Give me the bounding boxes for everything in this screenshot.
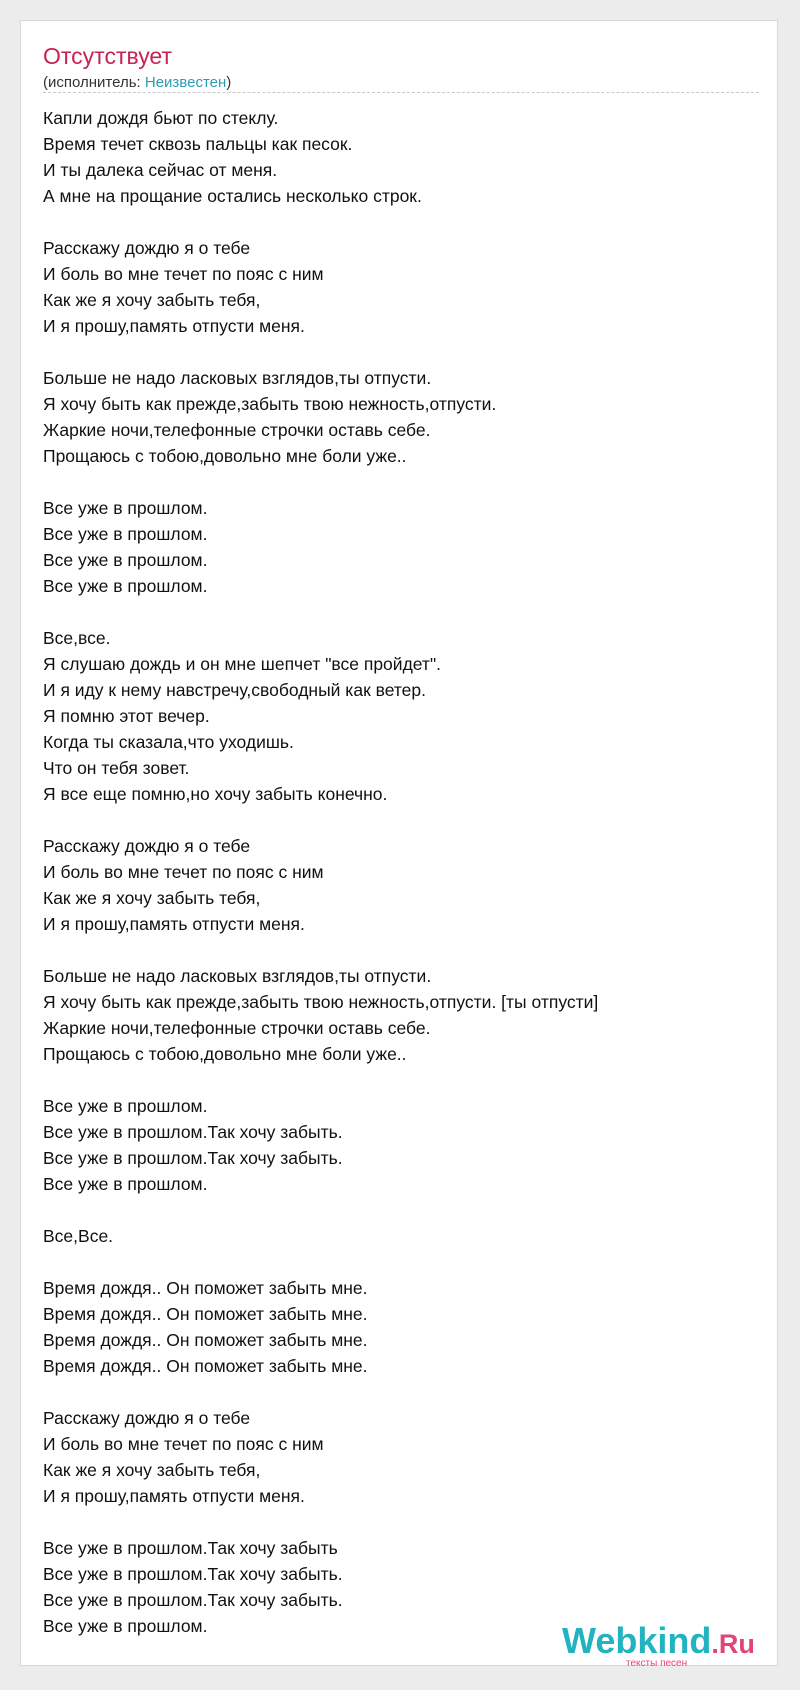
- lyrics-stanza: [43, 1405, 759, 1509]
- lyric-line: А мне на прощание остались несколько строк.: [43, 186, 422, 206]
- lyric-line: Все уже в прошлом.Так хочу забыть.: [43, 1564, 343, 1584]
- artist-link[interactable]: Неизвестен: [144, 74, 227, 91]
- lyrics-stanza: [43, 1223, 759, 1249]
- lyrics-stanza: [43, 105, 759, 209]
- lyric-line: Как же я хочу забыть тебя,: [43, 888, 261, 908]
- lyric-line: Как же я хочу забыть тебя,: [43, 290, 261, 310]
- lyric-line: Время дождя.. Он поможет забыть мне.: [43, 1304, 368, 1324]
- lyric-line: Все,все.: [43, 628, 111, 648]
- lyric-line: Прощаюсь с тобою,довольно мне боли уже..: [43, 446, 407, 466]
- lyric-line: Капли дождя бьют по стеклу.: [43, 108, 279, 128]
- lyric-line: Больше не надо ласковых взглядов,ты отпусти.: [43, 966, 432, 986]
- lyric-line: Время течет сквозь пальцы как песок.: [43, 134, 353, 154]
- artist-line: [43, 73, 231, 93]
- lyrics-stanza: [43, 1275, 759, 1379]
- lyrics-stanza: [43, 365, 759, 469]
- lyrics-stanza: [43, 833, 759, 937]
- lyrics-stanza: [43, 963, 759, 1067]
- lyrics-stanza: [43, 235, 759, 339]
- song-title: Отсутствует: [43, 43, 172, 69]
- lyric-line: Что он тебя зовет.: [43, 758, 190, 778]
- lyric-line: Я хочу быть как прежде,забыть твою нежность,отпусти. [ты отпусти]: [43, 992, 599, 1012]
- lyric-line: И ты далека сейчас от меня.: [43, 160, 278, 180]
- lyrics-card: [20, 20, 778, 1666]
- lyric-line: Жаркие ночи,телефонные строчки оставь себе.: [43, 420, 431, 440]
- artist-prefix: (исполнитель:: [43, 74, 145, 91]
- lyric-line: Все уже в прошлом.Так хочу забыть.: [43, 1590, 343, 1610]
- lyric-line: И я прошу,память отпусти меня.: [43, 1486, 305, 1506]
- lyric-line: Я хочу быть как прежде,забыть твою нежность,отпусти.: [43, 394, 497, 414]
- lyric-line: И боль во мне течет по пояс с ним: [43, 862, 324, 882]
- webkind-logo[interactable]: [562, 1620, 782, 1680]
- lyric-line: Все уже в прошлом.: [43, 1616, 208, 1636]
- lyric-line: И я прошу,память отпусти меня.: [43, 316, 305, 336]
- lyric-line: И боль во мне течет по пояс с ним: [43, 1434, 324, 1454]
- lyric-line: Все уже в прошлом.Так хочу забыть.: [43, 1122, 343, 1142]
- lyric-line: Время дождя.. Он поможет забыть мне.: [43, 1330, 368, 1350]
- lyric-line: Я помню этот вечер.: [43, 706, 210, 726]
- lyric-line: Я слушаю дождь и он мне шепчет "все пройдет".: [43, 654, 442, 674]
- lyric-line: Время дождя.. Он поможет забыть мне.: [43, 1356, 368, 1376]
- lyric-line: Прощаюсь с тобою,довольно мне боли уже..: [43, 1044, 407, 1064]
- logo-tagline: тексты песен: [626, 1658, 688, 1669]
- lyric-line: Все уже в прошлом.: [43, 524, 208, 544]
- lyric-line: Расскажу дождю я о тебе: [43, 238, 251, 258]
- lyric-line: Все уже в прошлом.Так хочу забыть: [43, 1538, 338, 1558]
- logo-suffix-text: .Ru: [711, 1629, 755, 1659]
- lyric-line: Жаркие ночи,телефонные строчки оставь себе.: [43, 1018, 431, 1038]
- lyric-line: И я прошу,память отпусти меня.: [43, 914, 305, 934]
- lyric-line: Все,Все.: [43, 1226, 114, 1246]
- lyric-line: И я иду к нему навстречу,свободный как ветер.: [43, 680, 426, 700]
- lyric-line: Когда ты сказала,что уходишь.: [43, 732, 294, 752]
- lyric-line: И боль во мне течет по пояс с ним: [43, 264, 324, 284]
- lyric-line: Все уже в прошлом.: [43, 1174, 208, 1194]
- lyrics-body: [43, 105, 759, 1665]
- lyric-line: Все уже в прошлом.Так хочу забыть.: [43, 1148, 343, 1168]
- lyric-line: Все уже в прошлом.: [43, 576, 208, 596]
- lyric-line: Время дождя.. Он поможет забыть мне.: [43, 1278, 368, 1298]
- lyrics-stanza: [43, 495, 759, 599]
- lyric-line: Как же я хочу забыть тебя,: [43, 1460, 261, 1480]
- lyrics-stanza: [43, 625, 759, 807]
- lyric-line: Все уже в прошлом.: [43, 1096, 208, 1116]
- lyric-line: Больше не надо ласковых взглядов,ты отпусти.: [43, 368, 432, 388]
- lyric-line: Расскажу дождю я о тебе: [43, 1408, 251, 1428]
- logo-main-text: Webkind: [562, 1620, 712, 1661]
- lyric-line: Расскажу дождю я о тебе: [43, 836, 251, 856]
- title-divider: [43, 92, 759, 93]
- lyric-line: Я все еще помню,но хочу забыть конечно.: [43, 784, 388, 804]
- lyrics-stanza: [43, 1093, 759, 1197]
- lyric-line: Все уже в прошлом.: [43, 498, 208, 518]
- lyric-line: Все уже в прошлом.: [43, 550, 208, 570]
- artist-suffix: ): [226, 74, 232, 91]
